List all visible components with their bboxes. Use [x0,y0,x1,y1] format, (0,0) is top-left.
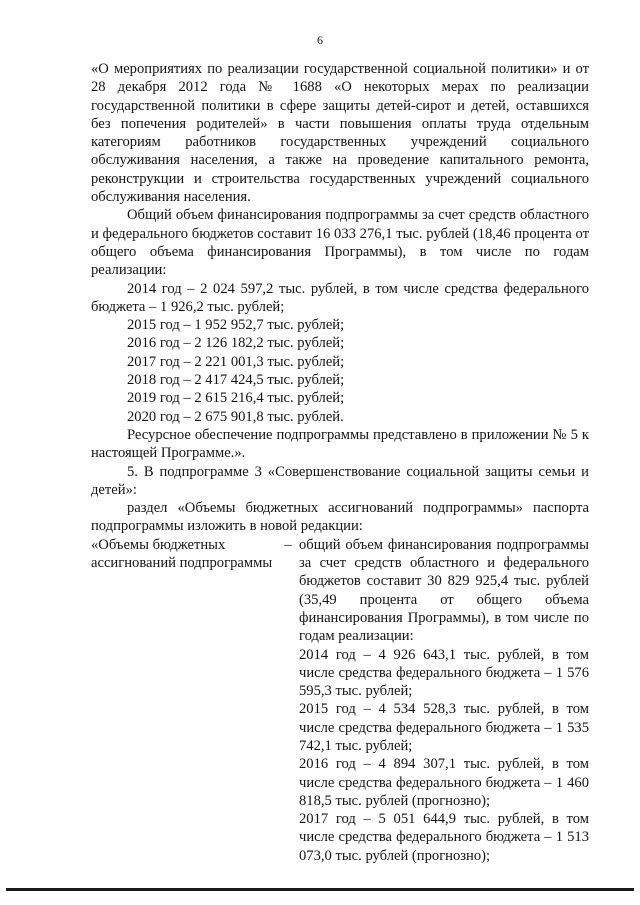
paragraph-section-edit: раздел «Объемы бюджетных ассигнований подпрограммы» паспорта подпрограммы изложить в новой редакции: [91,500,589,535]
passport-year-2015: 2015 год – 4 534 528,3 тыс. рублей, в том числе средства федерального бюджета – 1 535 742,1 тыс. рублей; [299,701,589,754]
passport-year-2014: 2014 год – 4 926 643,1 тыс. рублей, в том числе средства федерального бюджета – 1 576 595,3 тыс. рублей; [299,646,589,700]
passport-year-2017: 2017 год – 5 051 644,9 тыс. рублей, в том числе средства федерального бюджета – 1 513 073,0 тыс. рублей (прогнозно); [299,811,589,864]
paragraph-subprogram-3: 5. В подпрограмме 3 «Совершенствование социальной защиты семьи и детей»: [91,463,589,498]
passport-year-2016: 2016 год – 4 894 307,1 тыс. рублей, в том числе средства федерального бюджета – 1 460 818,5 тыс. рублей (прогнозно); [299,756,589,809]
paragraph-resource-appendix: Ресурсное обеспечение подпрограммы представлено в приложении № 5 к настоящей Программе.». [91,426,589,462]
funding-year-2014: 2014 год – 2 024 597,2 тыс. рублей, в том числе средства федерального бюджета – 1 926,2 тыс. рублей; [91,280,589,315]
paragraph-total-funding: Общий объем финансирования подпрограммы за счет средств областного и федерального бюджетов составит 16 033 276,1 тыс. рублей (18,46 процента от общего объема финансирования Программы), в том числе по годам реализации: [91,207,589,279]
page-number: 6 [317,33,323,47]
paragraph-decree-continuation: «О мероприятиях по реализации государственной социальной политики» и от 28 декабря 2012 года № 1688 «О некоторых мерах по реализации государственной политики в сфере защиты детей-сирот и детей, оставшихся без попечения родителей» в части повышения оплаты труда отдельным категориям работников государственных учреждений социального обслуживания населения, а также на проведение капитального ремонта, реконструкции и строительства государственных учреждений социального обслуживания населения. [91,61,589,206]
funding-year-2016: 2016 год – 2 126 182,2 тыс. рублей; [127,335,345,352]
funding-year-2017: 2017 год – 2 221 001,3 тыс. рублей; [127,353,345,370]
funding-year-2015: 2015 год – 1 952 952,7 тыс. рублей; [127,317,345,334]
passport-total-funding: общий объем финансирования подпрограммы за счет средств областного и федерального бюджетов составит 30 829 925,4 тыс. рублей (35,49 процента от общего объема финансирования Программы), в том числе по годам реализации: [299,536,589,645]
document-body [91,60,589,865]
funding-year-2020: 2020 год – 2 675 901,8 тыс. рублей. [127,408,344,425]
funding-year-2018: 2018 год – 2 417 424,5 тыс. рублей; [127,372,345,389]
funding-year-2019: 2019 год – 2 615 216,4 тыс. рублей; [127,390,345,407]
scan-edge-bar [6,888,634,891]
passport-row-label: «Объемы бюджетных ассигнований подпрограммы [91,536,273,572]
passport-row-dash: – [284,536,292,553]
passport-row-value [299,536,589,865]
passport-table [91,536,589,865]
